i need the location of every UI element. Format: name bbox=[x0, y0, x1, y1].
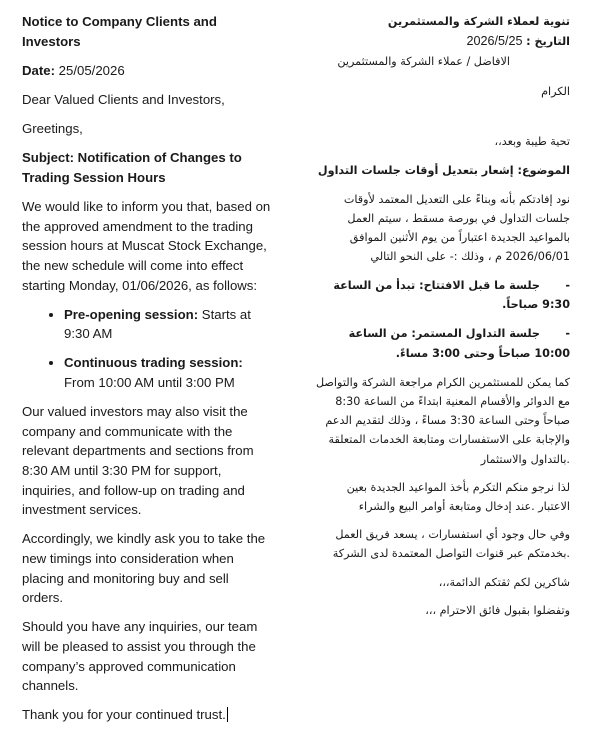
arabic-closing: وتفضلوا بقبول فائق الاحترام ،،، bbox=[425, 603, 570, 617]
arabic-session-continuous: -جلسة التداول المستمر: من الساعة 10:00 صباحاً وحتى 3:00 مساءً. bbox=[348, 327, 570, 360]
arabic-session-pre-opening: -جلسة ما قبل الافتتاح: تبدأ من الساعة 9:30 صباحاً. bbox=[333, 278, 570, 312]
session-text: From 10:00 AM until 3:00 PM bbox=[64, 375, 235, 391]
arabic-session-text: جلسة التداول المستمر: من الساعة 10:00 صباحاً وحتى 3:00 مساءً. bbox=[348, 327, 570, 360]
request-paragraph: Accordingly, we kindly ask you to take the new timings into consideration when placing and monitoring buy and sell orders. bbox=[22, 531, 266, 606]
arabic-inquiries: وفي حال وجود أي استفسارات ، يسعد فريق العمل .بخدمتكم عبر قنوات التواصل المعتمدة لدى الشركة bbox=[332, 528, 570, 561]
subject-line: Subject: Notification of Changes to Trading Session Hours bbox=[22, 150, 242, 185]
arabic-subject: الموضوع: إشعار بتعديل أوقات جلسات التداول bbox=[317, 163, 570, 177]
arabic-session-text: جلسة ما قبل الافتتاح: تبدأ من الساعة 9:30 صباحاً. bbox=[333, 278, 570, 312]
thanks-text: Thank you for your continued trust. bbox=[22, 707, 226, 723]
thanks-line bbox=[22, 705, 272, 725]
arabic-date-line bbox=[312, 32, 570, 52]
date-line bbox=[22, 61, 272, 81]
intro-paragraph: We would like to inform you that, based on the approved amendment to the trading session hours at Muscat Stock Exchange, the new schedule will come into effect starting Monday, 01/06/2026, as follows: bbox=[22, 199, 271, 293]
inquiries-paragraph: Should you have any inquiries, our team will be pleased to assist you through the company’s approved communication channels. bbox=[22, 619, 258, 694]
session-item-continuous bbox=[64, 353, 272, 392]
english-notice bbox=[22, 12, 272, 735]
arabic-greeting: تحية طيبة وبعد،، bbox=[494, 135, 570, 149]
text-cursor[interactable] bbox=[227, 707, 228, 722]
arabic-notice bbox=[312, 12, 570, 629]
notice-title: Notice to Company Clients and Investors bbox=[22, 14, 217, 49]
date-value: 25/05/2026 bbox=[54, 62, 125, 78]
session-text: Starts at 9:30 AM bbox=[64, 306, 251, 342]
arabic-request: لذا نرجو منكم التكرم بأخذ المواعيد الجديدة بعين الاعتبار .عند إدخال ومتابعة أوامر البيع والشراء bbox=[346, 480, 570, 513]
arabic-intro: نود إفادتكم بأنه وبناءً على التعديل المعتمد لأوقات جلسات التداول في بورصة مسقط ، سيتم العمل بالمواعيد الجديدة اعتباراً من يوم الأثنين الموافق 2026/06/01 م ، وذلك :- على النحو التالي bbox=[343, 192, 570, 264]
greeting: Greetings, bbox=[22, 121, 83, 137]
arabic-date-value: 2026/5/25 bbox=[466, 33, 523, 48]
arabic-thanks: شاكرين لكم ثقتكم الدائمة،،، bbox=[438, 575, 570, 589]
visit-paragraph: Our valued investors may also visit the company and communicate with the relevant departments and sections from 8:30 AM until 3:30 PM for support, inquiries, and follow-up on trading and investment services. bbox=[22, 404, 254, 518]
session-label: Continuous trading session: bbox=[64, 355, 243, 371]
arabic-dear: الكرام bbox=[541, 85, 570, 99]
session-label: Pre-opening session: bbox=[64, 306, 199, 322]
arabic-title: تنوية لعملاء الشركة والمستثمرين bbox=[387, 15, 570, 28]
arabic-date-label: التاريخ : bbox=[526, 34, 570, 48]
session-item-pre-opening bbox=[64, 305, 272, 344]
session-list bbox=[22, 305, 272, 393]
arabic-visit: كما يمكن للمستثمرين الكرام مراجعة الشركة والتواصل مع الدوائر والأقسام المعنية ابتداءً من الساعة 8:30 صباحاً وحتى الساعة 3:30 مساءً ، وذلك لتقديم الدعم والإجابة على الاستفسارات ومتابعة الخدمات المتعلقة .بالتداول والاستثمار bbox=[315, 375, 570, 466]
date-label: Date: bbox=[22, 62, 55, 78]
salutation: Dear Valued Clients and Investors, bbox=[22, 91, 225, 107]
arabic-recipients: الافاضل / عملاء الشركة والمستثمرين bbox=[337, 54, 510, 68]
